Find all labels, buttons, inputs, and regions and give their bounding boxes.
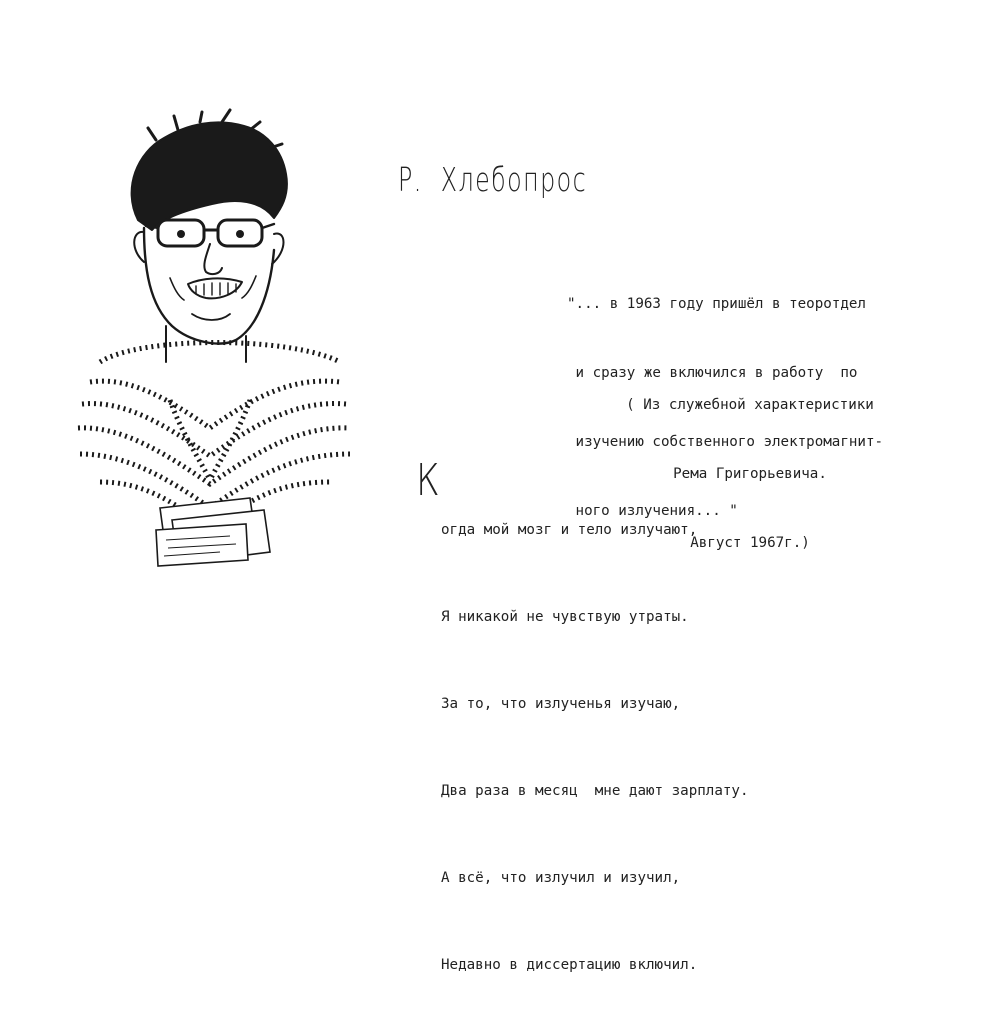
papers [156, 498, 270, 566]
source-line: Август 1967г.) [690, 535, 810, 551]
poem-line: Два раза в месяц мне дают зарплату. [441, 783, 749, 799]
source-line: Рема Григорьевича. [673, 466, 827, 482]
quote-line: и сразу же включился в работу по [567, 365, 858, 381]
quote-line: "... в 1963 году пришёл в теоротдел [567, 296, 866, 312]
poem-line: Я никакой не чувствую утраты. [441, 609, 689, 625]
poem-dropcap: К [416, 455, 440, 506]
poem-line: За то, что излученья изучаю, [441, 696, 681, 712]
quote-line: ного излучения... " [567, 503, 738, 519]
poem-line: Недавно в диссертацию включил. [441, 957, 698, 973]
page-title: Р. Хлебопрос [398, 160, 588, 199]
poem-line: А всё, что излучил и изучил, [441, 870, 681, 886]
caricature-drawing [60, 100, 370, 580]
quote-line: изучению собственного электромагнит- [567, 434, 884, 450]
poem-line: огда мой мозг и тело излучают, [441, 522, 698, 538]
poem [441, 458, 749, 1009]
source-line: ( Из служебной характеристики [626, 397, 874, 413]
